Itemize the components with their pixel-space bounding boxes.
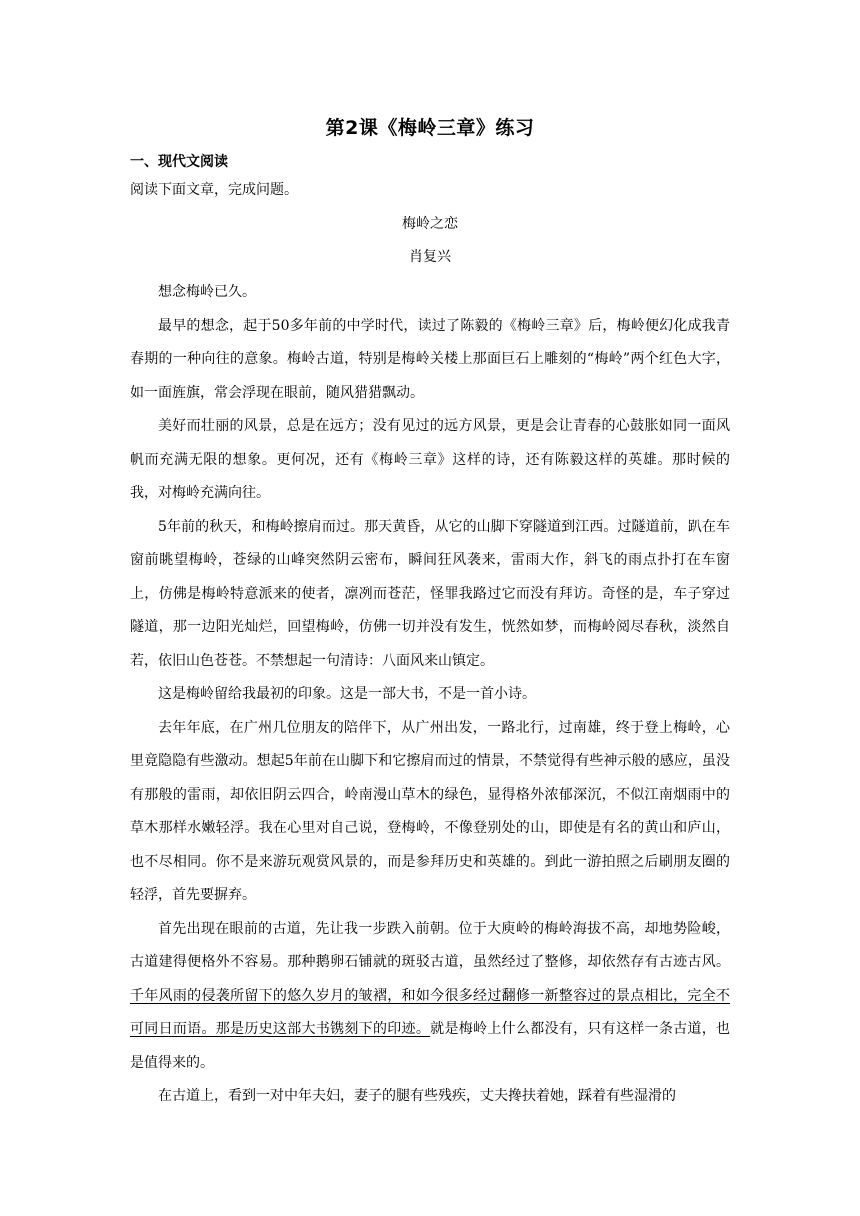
article-body (130, 276, 730, 1114)
paragraph-4: 5年前的秋天，和梅岭擦肩而过。那天黄昏，从它的山脚下穿隧道到江西。过隧道前，趴在车窗前眺望梅岭，苍绿的山峰突然阴云密布，瞬间狂风袭来，雷雨大作，斜飞的雨点扑打在车窗上，仿佛是梅岭特意派来的使者，凛冽而苍茫，怪罪我路过它而没有拜访。奇怪的是，车子穿过隧道，那一边阳光灿烂，回望梅岭，仿佛一切并没有发生，恍然如梦，而梅岭阅尽春秋，淡然自若，依旧山色苍苍。不禁想起一句清诗：八面风来山镇定。 (130, 518, 730, 669)
paragraph-8: 在古道上，看到一对中年夫妇，妻子的腿有些残疾，丈夫搀扶着她，踩着有些湿滑的 (158, 1088, 676, 1104)
section-heading: 一、现代文阅读 (130, 154, 228, 170)
paragraph-5: 这是梅岭留给我最初的印象。这是一部大书，不是一首小诗。 (158, 686, 536, 702)
underlined-sentence: 千年风雨的侵袭所留下的悠久岁月的皱褶，和如今很多经过翻修一新整容过的景点相比，完全不可同日而语。那是历史这部大书镌刻下的印迹。 (130, 987, 730, 1037)
paragraph-7-text: 首先出现在眼前的古道，先让我一步跌入前朝。位于大庾岭的梅岭海拔不高，却地势险峻，古道建得便格外不容易。那种鹅卵石铺就的斑驳古道，虽然经过了整修，却依然存有古迹古风。 (130, 920, 730, 970)
article-title: 梅岭之恋 (402, 216, 458, 232)
paragraph-3: 美好而壮丽的风景，总是在远方；没有见过的远方风景，更是会让青春的心鼓胀如同一面风帆而充满无限的想象。更何况，还有《梅岭三章》这样的诗，还有陈毅这样的英雄。那时候的我，对梅岭充满向往。 (130, 418, 730, 501)
paragraph-1: 想念梅岭已久。 (158, 284, 256, 300)
instruction-text: 阅读下面文章，完成问题。 (130, 182, 298, 198)
paragraph-6: 去年年底，在广州几位朋友的陪伴下，从广州出发，一路北行，过南雄，终于登上梅岭，心里竟隐隐有些激动。想起5年前在山脚下和它擦肩而过的情景，不禁觉得有些神示般的感应，虽没有那般的雷雨，却依旧阴云四合，岭南漫山草木的绿色，显得格外浓郁深沉，不似江南烟雨中的草木那样水嫩轻浮。我在心里对自己说，登梅岭，不像登别处的山，即使是有名的黄山和庐山，也不尽相同。你不是来游玩观赏风景的，而是参拜历史和英雄的。到此一游拍照之后刷朋友圈的轻浮，首先要摒弃。 (130, 719, 730, 903)
paragraph-7 (130, 913, 730, 1081)
paragraph-2: 最早的想念，起于50多年前的中学时代，读过了陈毅的《梅岭三章》后，梅岭便幻化成我青春期的一种向往的意象。梅岭古道，特别是梅岭关楼上那面巨石上雕刻的“梅岭”两个红色大字，如一面旌旗，常会浮现在眼前，随风猎猎飘动。 (130, 317, 730, 401)
article-author: 肖复兴 (409, 249, 451, 265)
paragraph-7-tail: 就是梅岭上什么都没有，只有这样一条古道，也是值得来的。 (130, 1021, 731, 1071)
page-title: 第2课《梅岭三章》练习 (325, 117, 535, 139)
